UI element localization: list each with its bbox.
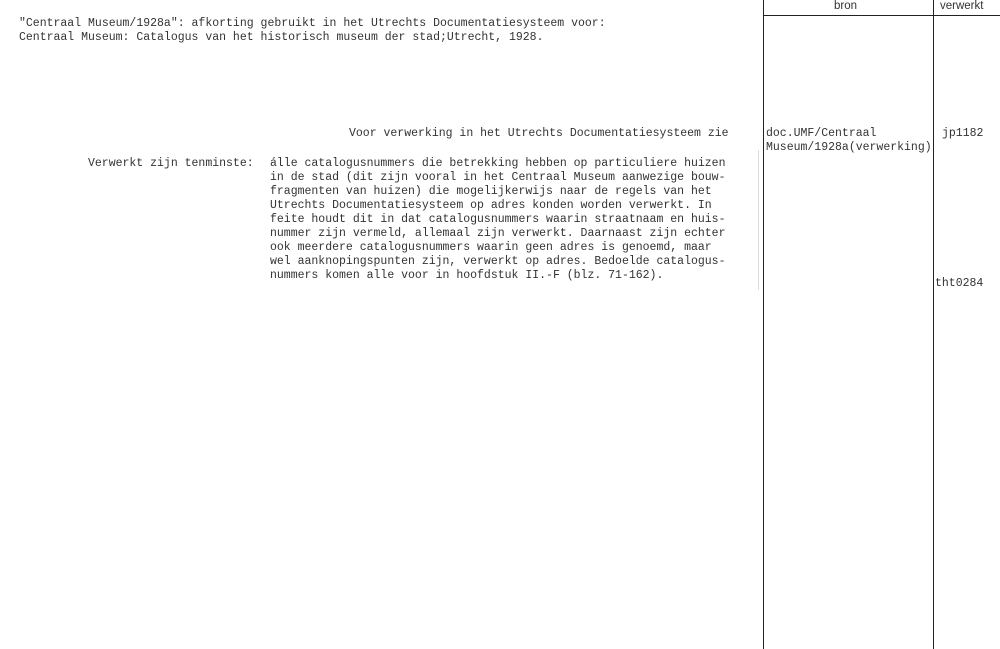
body-line-1: álle catalogusnummers die betrekking hebben op particuliere huizen <box>270 157 726 170</box>
faint-margin-line <box>758 150 759 290</box>
bron-line-1: doc.UMF/Centraal <box>766 127 877 140</box>
column-divider-right <box>933 0 934 649</box>
verwerkt-code-2: tht0284 <box>935 277 984 290</box>
body-line-3: fragmenten van huizen) die mogelijkerwijs naar de regels van het <box>270 185 712 198</box>
column-header-verwerkt: verwerkt <box>940 0 984 12</box>
voor-verwerking-text: Voor verwerking in het Utrechts Documentatiesysteem zie <box>349 127 729 140</box>
body-line-8: wel aanknopingspunten zijn, verwerkt op adres. Bedoelde catalogus- <box>270 255 726 268</box>
header-line-1: "Centraal Museum/1928a": afkorting gebruikt in het Utrechts Documentatiesysteem voor: <box>19 17 606 30</box>
column-header-bron: bron <box>834 0 858 12</box>
body-line-9: nummers komen alle voor in hoofdstuk II.-F (blz. 71-162). <box>270 269 664 282</box>
body-line-7: ook meerdere catalogusnummers waarin geen adres is genoemd, maar <box>270 241 712 254</box>
verwerkt-code-1: jp1182 <box>942 127 984 140</box>
column-header-rule <box>763 15 1000 16</box>
body-line-5: feite houdt dit in dat catalogusnummers waarin straatnaam en huis- <box>270 213 726 226</box>
column-divider-left <box>763 0 764 649</box>
body-line-4: Utrechts Documentatiesysteem op adres konden worden verwerkt. In <box>270 199 712 212</box>
header-line-2: Centraal Museum: Catalogus van het historisch museum der stad;Utrecht, 1928. <box>19 31 544 44</box>
bron-line-2: Museum/1928a(verwerking) <box>766 141 932 154</box>
body-line-2: in de stad (dit zijn vooral in het Centraal Museum aanwezige bouw- <box>270 171 726 184</box>
body-line-6: nummer zijn vermeld, allemaal zijn verwerkt. Daarnaast zijn echter <box>270 227 726 240</box>
verwerkt-label: Verwerkt zijn tenminste: <box>88 157 254 170</box>
